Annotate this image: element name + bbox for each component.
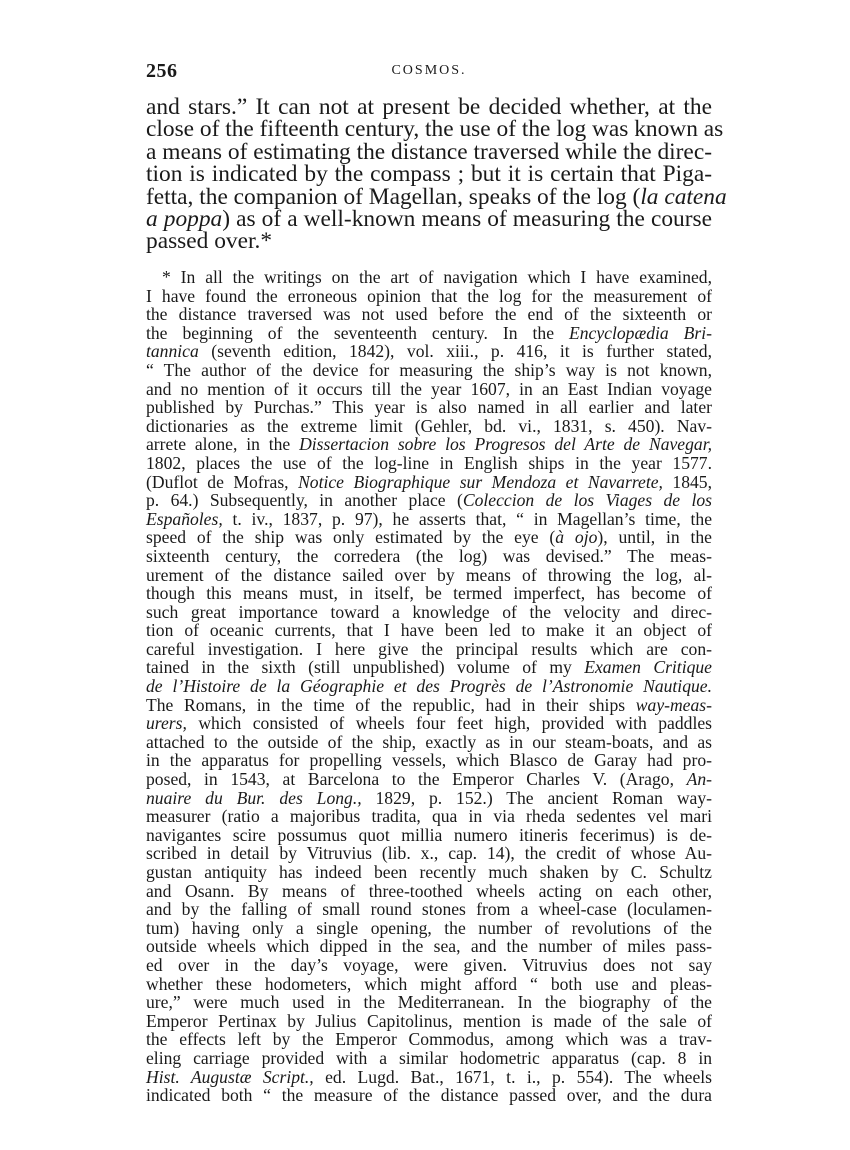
italic-term: way-meas- — [635, 694, 712, 715]
footnote-line: careful investigation. I here give the principal results which are con- — [146, 638, 712, 659]
footnote-line: Emperor Pertinax by Julius Capitolinus, mention is made of the sale of — [146, 1010, 712, 1031]
footnote-line: nuaire du Bur. des Long., 1829, p. 152.) The ancient Roman way- — [146, 787, 713, 808]
italic-title: Notice Biographique sur Mendoza et Navarrete, — [298, 471, 663, 492]
main-line: close of the fifteenth century, the use of the log was known as — [146, 116, 724, 143]
italic-term: à ojo — [555, 527, 598, 548]
footnote-line — [146, 677, 712, 696]
footnote-line: and by the falling of small round stones from a wheel-case (loculamen- — [146, 899, 712, 920]
footnote-line: gustan antiquity has indeed been recently much shaken by C. Schultz — [146, 862, 712, 882]
italic-title: Españoles, — [146, 508, 223, 529]
footnote-line: urers, which consisted of wheels four feet high, provided with paddles — [146, 713, 712, 734]
main-line: and stars.” It can not at present be decided whether, at the — [146, 94, 712, 120]
main-line: fetta, the companion of Magellan, speaks of the log (la catena — [146, 183, 727, 210]
footnote-line: urement of the distance sailed over by means of throwing the log, al- — [146, 564, 712, 585]
footnote-line: outside wheels which dipped in the sea, and the number of miles pass- — [146, 936, 712, 957]
footnote — [146, 268, 712, 1105]
main-line: a poppa) as of a well-known means of measuring the course — [146, 206, 712, 233]
italic-title: Hist. Augustæ Script., — [146, 1066, 314, 1087]
italic-title: Dissertacion sobre los Progresos del Arte de Navegar, — [299, 434, 712, 455]
footnote-line: tum) having only a single opening, the number of revolutions of the — [146, 917, 712, 938]
footnote-line: arrete alone, in the Dissertacion sobre los Progresos del Arte de Navegar, — [146, 434, 712, 455]
footnote-line: tannica (seventh edition, 1842), vol. xiii., p. 416, it is further stated, — [146, 341, 712, 362]
italic-title: Coleccion de los Viages de los — [462, 490, 712, 511]
footnote-line: sixteenth century, the corredera (the log) was devised.” The meas- — [146, 545, 712, 566]
footnote-line: tion of oceanic currents, that I have been led to make it an object of — [146, 620, 712, 641]
footnote-line: the beginning of the seventeenth century. In the Encyclopædia Bri- — [146, 322, 712, 343]
footnote-line: ed over in the day’s voyage, were given. Vitruvius does not say — [146, 954, 712, 975]
footnote-line: The Romans, in the time of the republic, had in their ships way-meas- — [146, 694, 712, 715]
italic-term: a poppa — [146, 206, 223, 233]
footnote-line: eling carriage provided with a similar hodometric apparatus (cap. 8 in — [146, 1047, 712, 1068]
footnote-line: “ The author of the device for measuring the ship’s way is not known, — [146, 359, 712, 380]
main-line: tion is indicated by the compass ; but it is certain that Piga- — [146, 161, 712, 188]
main-line: a means of estimating the distance traversed while the direc- — [146, 138, 712, 165]
italic-title: Examen Critique — [584, 657, 712, 678]
footnote-line: Españoles, t. iv., 1837, p. 97), he asserts that, “ in Magellan’s time, the — [146, 508, 712, 529]
footnote-line: measurer (ratio a majoribus tradita, qua in via rheda sedentes vel mari — [146, 806, 712, 827]
footnote-line: and no mention of it occurs till the year 1607, in an East Indian voyage — [146, 378, 712, 399]
footnote-line: the distance traversed was not used before the end of the sixteenth or — [146, 304, 712, 325]
footnote-line: the effects left by the Emperor Commodus, among which was a trav- — [146, 1029, 712, 1050]
footnote-line: though this means must, in itself, be termed imperfect, has become of — [146, 583, 712, 604]
footnote-line: * In all the writings on the art of navigation which I have examined, — [162, 267, 712, 287]
footnote-line: in the apparatus for propelling vessels, which Blasco de Garay had pro- — [146, 750, 712, 771]
italic-term: la catena — [640, 183, 727, 210]
italic-title: tannica — [146, 341, 199, 362]
italic-title: An- — [686, 769, 712, 790]
italic-title: nuaire du Bur. des Long., — [146, 787, 362, 808]
running-head: COSMOS. — [391, 63, 467, 78]
footnote-line: published by Purchas.” This year is also named in all earlier and later — [146, 397, 712, 418]
footnote-line: (Duflot de Mofras, Notice Biographique sur Mendoza et Navarrete, 1845, — [146, 471, 713, 492]
footnote-line: dictionaries as the extreme limit (Gehler, bd. vi., 1831, s. 450). Nav- — [146, 415, 712, 436]
main-line: passed over.* — [146, 228, 273, 255]
footnote-line: posed, in 1543, at Barcelona to the Emperor Charles V. (Arago, An- — [146, 769, 712, 790]
footnote-line: and Osann. By means of three-toothed wheels acting on each other, — [146, 880, 712, 901]
footnote-line: whether these hodometers, which might afford “ both use and pleas- — [146, 973, 712, 994]
page-number: 256 — [146, 60, 178, 82]
footnote-line: ure,” were much used in the Mediterranean. In the biography of the — [146, 992, 712, 1013]
footnote-line: 1802, places the use of the log-line in English ships in the year 1577. — [146, 452, 712, 473]
page-header — [146, 60, 712, 84]
footnote-line: Hist. Augustæ Script., ed. Lugd. Bat., 1671, t. i., p. 554). The wheels — [146, 1066, 713, 1087]
main-paragraph — [146, 94, 727, 255]
footnote-line: attached to the outside of the ship, exactly as in our steam-boats, and as — [146, 731, 712, 752]
footnote-line: I have found the erroneous opinion that the log for the measurement of — [146, 285, 712, 306]
footnote-line: such great importance toward a knowledge of the velocity and direc- — [146, 601, 712, 622]
italic-title: Encyclopædia Bri- — [569, 322, 712, 343]
italic-title: de l’Histoire de la Géographie et des Progrès de l’Astronomie Nautique. — [146, 676, 712, 697]
footnote-line: tained in the sixth (still unpublished) volume of my Examen Critique — [146, 657, 712, 678]
footnote-line: indicated both “ the measure of the distance passed over, and the dura — [146, 1085, 712, 1106]
italic-term: urers, — [146, 713, 187, 734]
footnote-line: scribed in detail by Vitruvius (lib. x., cap. 14), the credit of whose Au- — [146, 843, 712, 864]
footnote-line: speed of the ship was only estimated by the eye (à ojo), until, in the — [146, 527, 712, 548]
footnote-line: navigantes scire possumus quot millia numero itineris fecerimus) is de- — [146, 824, 712, 845]
footnote-line: p. 64.) Subsequently, in another place (Coleccion de los Viages de los — [146, 490, 712, 511]
